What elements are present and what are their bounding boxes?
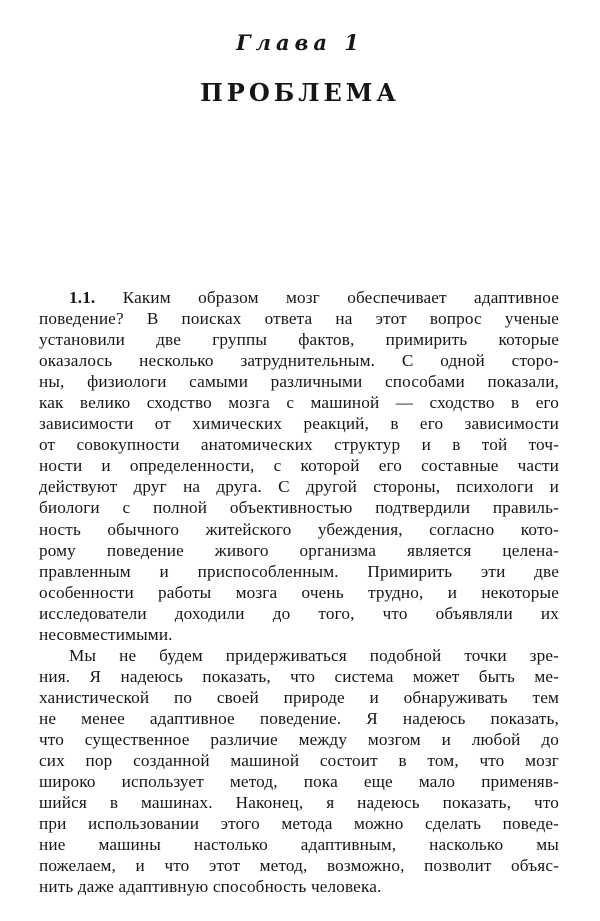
text-line: пожелаем, и что этот метод, возможно, позволит объяс- <box>39 856 559 876</box>
text-line: правленным и приспособленным. Примирить эти две <box>39 561 559 581</box>
body-text <box>39 287 559 897</box>
text-line: при использовании этого метода можно сделать поведе- <box>39 814 559 834</box>
text-line: как велико сходство мозга с машиной — сходство в его <box>39 393 559 413</box>
text-line: установили две группы фактов, примирить которые <box>39 330 559 350</box>
text-line: ния. Я надеюсь показать, что система может быть ме- <box>39 666 559 686</box>
text-line: 1.1. Каким образом мозг обеспечивает адаптивное <box>69 288 559 307</box>
text-line: не менее адаптивное поведение. Я надеюсь показать, <box>39 708 559 728</box>
text-line: поведение? В поисках ответа на этот вопрос ученые <box>39 309 559 329</box>
text-line: биологи с полной объективностью подтвердили правиль- <box>39 498 559 518</box>
text-line: исследователи доходили до того, что объявляли их <box>39 603 559 623</box>
text-line: зависимости от химических реакций, в его зависимости <box>39 414 559 434</box>
text-line: нить даже адаптивную способность человека. <box>39 877 382 897</box>
text-line: ханистической по своей природе и обнаруживать тем <box>39 687 559 707</box>
text-line: ности и определенности, с которой его составные части <box>39 456 559 476</box>
text-line: рому поведение живого организма является целена- <box>39 540 559 560</box>
text-line: от совокупности анатомических структур и в той точ- <box>39 435 559 455</box>
text-line: ность обычного житейского убеждения, согласно кото- <box>39 519 559 539</box>
text-line: сих пор созданной машиной состоит в том, что мозг <box>39 751 559 771</box>
text-line: особенности работы мозга очень трудно, и некоторые <box>39 582 559 602</box>
text-line: действуют друг на друга. С другой стороны, психологи и <box>39 477 559 497</box>
text-line: оказалось несколько затруднительным. С одной сторо- <box>39 351 559 371</box>
chapter-title: ПРОБЛЕМА <box>200 78 400 107</box>
section-number: 1.1. <box>69 288 96 307</box>
text-line: несовместимыми. <box>39 624 173 644</box>
paragraph-2 <box>39 645 559 898</box>
paragraph-1 <box>39 287 559 645</box>
text-line: широко использует метод, пока еще мало применяв- <box>39 772 559 792</box>
chapter-label: Глава 1 <box>236 30 364 55</box>
text-line: ны, физиологи самыми различными способами показали, <box>39 372 559 392</box>
text-line: что существенное различие между мозгом и любой до <box>39 729 559 749</box>
text-line: Мы не будем придерживаться подобной точки зре- <box>69 645 559 665</box>
text-line: шийся в машинах. Наконец, я надеюсь показать, что <box>39 793 559 813</box>
text-line: ние машины настолько адаптивным, насколько мы <box>39 835 559 855</box>
